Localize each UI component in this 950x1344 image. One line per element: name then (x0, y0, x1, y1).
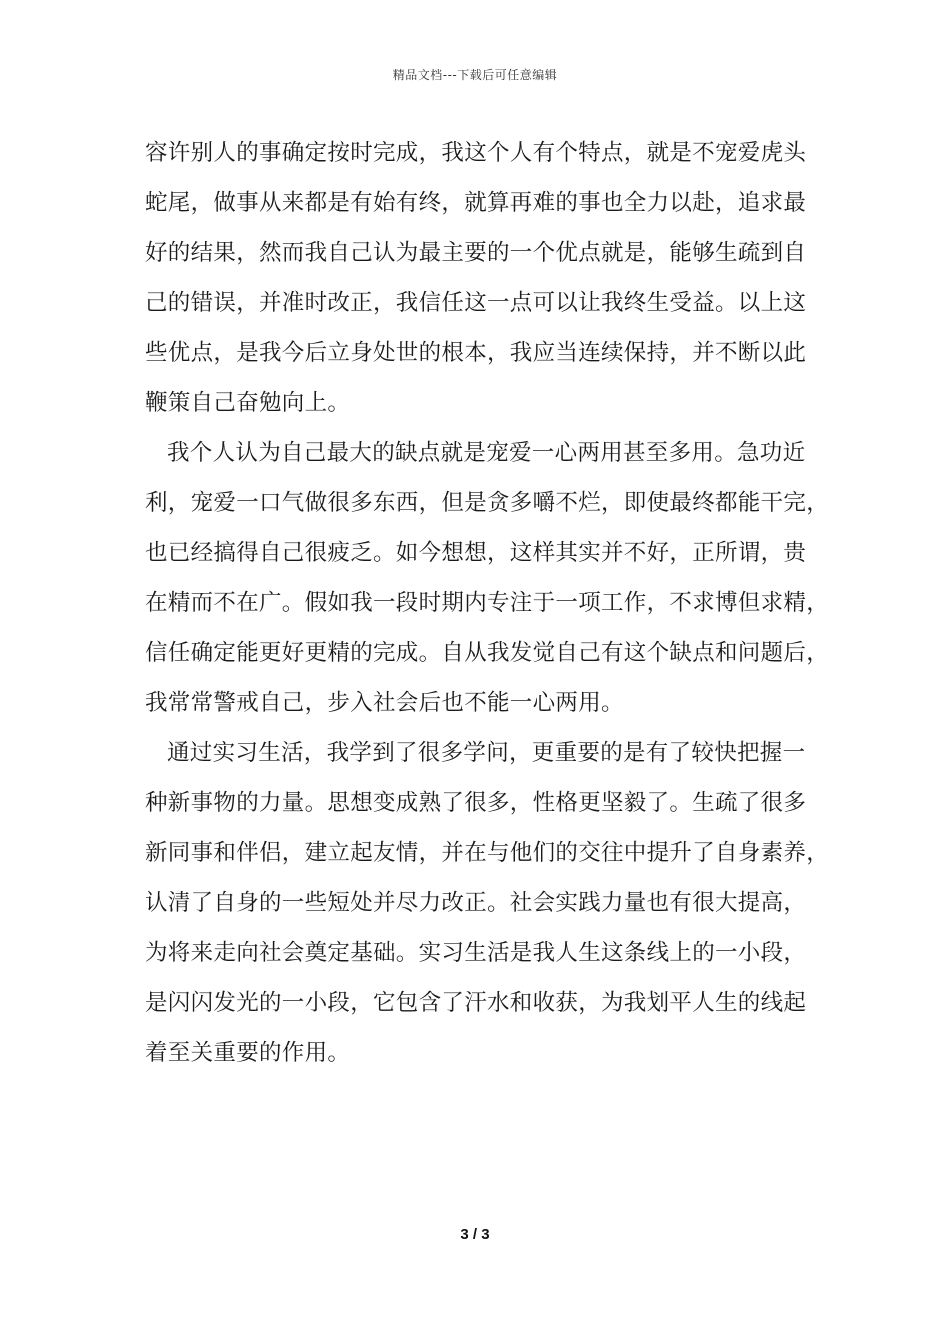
document-body (145, 128, 835, 1078)
paragraph-line: 通过实习生活，我学到了很多学问，更重要的是有了较快把握一 (167, 740, 806, 766)
paragraph-line: 蛇尾，做事从来都是有始有终，就算再难的事也全力以赴，追求最 (145, 190, 807, 216)
page-header: 精品文档---下载后可任意编辑 (392, 68, 558, 82)
paragraph-line: 我常常警戒自己，步入社会后也不能一心两用。 (145, 690, 624, 716)
paragraph-line: 些优点，是我今后立身处世的根本，我应当连续保持，并不断以此 (145, 340, 807, 366)
paragraph-line: 新同事和伴侣，建立起友情，并在与他们的交往中提升了自身素养， (145, 840, 830, 866)
paragraph-line: 利，宠爱一口气做很多东西，但是贪多嚼不烂，即使最终都能干完， (145, 490, 830, 516)
page-number: 3 / 3 (460, 1226, 490, 1243)
paragraph-2 (145, 428, 835, 728)
paragraph-line: 信任确定能更好更精的完成。自从我发觉自己有这个缺点和问题后， (145, 640, 830, 666)
paragraph-line: 为将来走向社会奠定基础。实习生活是我人生这条线上的一小段， (145, 940, 807, 966)
paragraph-line: 己的错误，并准时改正，我信任这一点可以让我终生受益。以上这 (145, 290, 807, 316)
paragraph-line: 在精而不在广。假如我一段时期内专注于一项工作，不求博但求精， (145, 590, 830, 616)
paragraph-line: 好的结果，然而我自己认为最主要的一个优点就是，能够生疏到自 (145, 240, 807, 266)
paragraph-1 (145, 128, 835, 428)
paragraph-line: 是闪闪发光的一小段，它包含了汗水和收获，为我划平人生的线起 (145, 990, 807, 1016)
paragraph-line: 也已经搞得自己很疲乏。如今想想，这样其实并不好，正所谓，贵 (145, 540, 807, 566)
paragraph-line: 容许别人的事确定按时完成，我这个人有个特点，就是不宠爱虎头 (145, 140, 807, 166)
paragraph-3 (145, 728, 835, 1078)
paragraph-line: 鞭策自己奋勉向上。 (145, 390, 351, 416)
paragraph-line: 着至关重要的作用。 (145, 1040, 351, 1066)
paragraph-line: 我个人认为自己最大的缺点就是宠爱一心两用甚至多用。急功近 (167, 440, 806, 466)
paragraph-line: 认清了自身的一些短处并尽力改正。社会实践力量也有很大提高， (145, 890, 807, 916)
paragraph-line: 种新事物的力量。思想变成熟了很多，性格更坚毅了。生疏了很多 (145, 790, 807, 816)
